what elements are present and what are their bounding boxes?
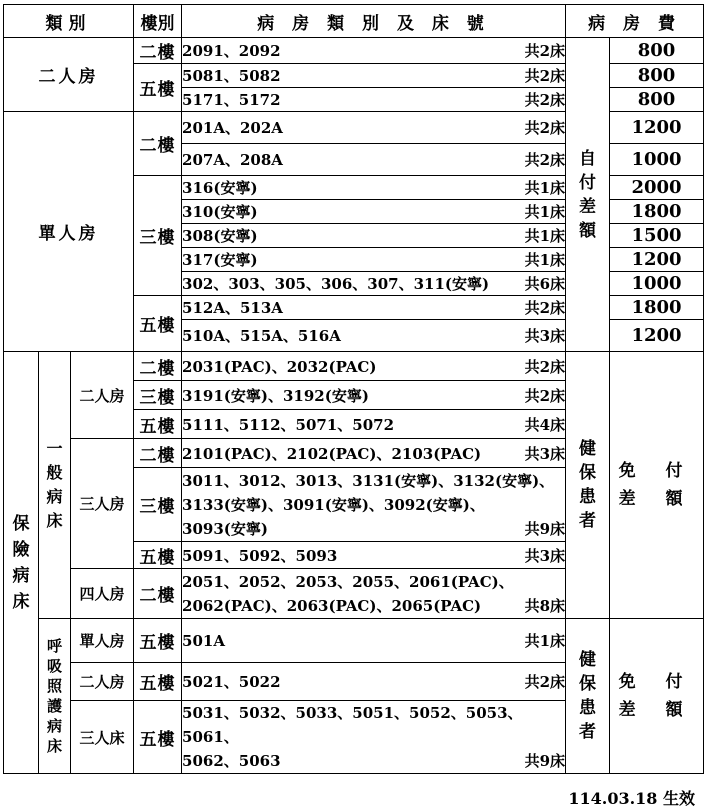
room-numbers: 3191(安寧)、3192(安寧) <box>182 386 369 405</box>
bed-count: 共1床 <box>524 203 566 221</box>
price-cell: 2000 <box>610 176 704 200</box>
room-numbers: 5111、5112、5071、5072 <box>182 415 395 434</box>
insurance-label: 保 險 病 床 <box>4 352 39 774</box>
price-cell: 1500 <box>610 224 704 248</box>
header-category: 類別 <box>4 5 134 38</box>
general-double-label: 二人房 <box>71 352 134 439</box>
general-triple-label: 三人房 <box>71 439 134 569</box>
room-numbers: 2051、2052、2053、2055、2061(PAC)、 <box>182 572 514 591</box>
floor-label: 五樓 <box>134 296 182 352</box>
price-cell: 1000 <box>610 272 704 296</box>
bed-count: 共3床 <box>524 546 566 565</box>
room-numbers: 2062(PAC)、2063(PAC)、2065(PAC) <box>182 596 482 615</box>
insured-patient-label: 健 保 患 者 <box>566 619 610 774</box>
floor-label: 二樓 <box>134 112 182 176</box>
price-cell: 1200 <box>610 320 704 352</box>
price-cell: 1800 <box>610 200 704 224</box>
bed-count: 共2床 <box>524 119 566 137</box>
bed-count: 共2床 <box>524 67 566 85</box>
effective-date: 114.03.18 生效 <box>568 789 695 808</box>
price-cell: 1200 <box>610 112 704 144</box>
bed-count: 共3床 <box>524 444 566 463</box>
price-cell: 1800 <box>610 296 704 320</box>
room-numbers: 5171、5172 <box>182 91 281 109</box>
room-numbers: 5031、5032、5033、5051、5052、5053、5061、 <box>182 704 523 746</box>
room-numbers: 5091、5092、5093 <box>182 546 338 565</box>
general-bed-label: 一 般 病 床 <box>39 352 71 619</box>
bed-count: 共9床 <box>524 519 566 538</box>
room-numbers: 308(安寧) <box>182 227 258 245</box>
respiratory-triple-label: 三人床 <box>71 701 134 774</box>
respiratory-care-label: 呼 吸 照 護 病 床 <box>39 619 71 774</box>
price-cell: 800 <box>610 64 704 88</box>
bed-count: 共2床 <box>524 42 566 60</box>
bed-count: 共2床 <box>524 673 566 691</box>
room-numbers: 5021、5022 <box>182 673 281 691</box>
bed-count: 共2床 <box>524 386 566 405</box>
floor-label: 五樓 <box>134 619 182 663</box>
table-row <box>4 619 704 663</box>
header-rooms: 病 房 類 別 及 床 號 <box>182 5 566 38</box>
room-numbers: 3011、3012、3013、3131(安寧)、3132(安寧)、 <box>182 471 555 490</box>
bed-count: 共1床 <box>524 632 566 650</box>
bed-count: 共1床 <box>524 227 566 245</box>
bed-count: 共9床 <box>524 752 566 770</box>
room-numbers: 3093(安寧) <box>182 519 268 538</box>
bed-count: 共2床 <box>524 91 566 109</box>
bed-count: 共1床 <box>524 251 566 269</box>
general-quad-label: 四人房 <box>71 569 134 619</box>
bed-count: 共2床 <box>524 299 566 317</box>
bed-count: 共8床 <box>524 596 566 615</box>
room-numbers: 3133(安寧)、3091(安寧)、3092(安寧)、 <box>182 495 485 514</box>
floor-label: 五樓 <box>134 64 182 112</box>
floor-label: 五樓 <box>134 542 182 569</box>
floor-label: 二樓 <box>134 38 182 64</box>
room-numbers: 207A、208A <box>182 151 283 169</box>
free-of-charge-label: 免 付 差 額 <box>610 619 704 774</box>
bed-count: 共2床 <box>524 151 566 169</box>
floor-label: 三樓 <box>134 176 182 296</box>
bed-count: 共6床 <box>524 275 566 293</box>
bed-count: 共2床 <box>524 357 566 376</box>
bed-count: 共3床 <box>524 327 566 345</box>
header-row <box>4 5 704 38</box>
floor-label: 三樓 <box>134 468 182 542</box>
room-numbers: 316(安寧) <box>182 179 258 197</box>
room-fee-table <box>3 4 704 774</box>
floor-label: 三樓 <box>134 381 182 410</box>
bed-count: 共4床 <box>524 415 566 434</box>
respiratory-single-label: 單人房 <box>71 619 134 663</box>
header-floor: 樓別 <box>134 5 182 38</box>
price-cell: 800 <box>610 88 704 112</box>
room-numbers: 512A、513A <box>182 299 283 317</box>
room-numbers: 201A、202A <box>182 119 283 137</box>
table-row <box>4 38 704 64</box>
floor-label: 五樓 <box>134 410 182 439</box>
floor-label: 二樓 <box>134 569 182 619</box>
floor-label: 五樓 <box>134 663 182 701</box>
price-cell: 1200 <box>610 248 704 272</box>
price-cell: 800 <box>610 38 704 64</box>
floor-label: 五樓 <box>134 701 182 774</box>
room-numbers: 302、303、305、306、307、311(安寧) <box>182 275 490 293</box>
room-numbers: 2031(PAC)、2032(PAC) <box>182 357 377 376</box>
room-numbers: 2101(PAC)、2102(PAC)、2103(PAC) <box>182 444 482 463</box>
header-fee: 病 房 費 <box>566 5 704 38</box>
room-numbers: 5081、5082 <box>182 67 281 85</box>
room-numbers: 510A、515A、516A <box>182 327 341 345</box>
room-numbers: 317(安寧) <box>182 251 258 269</box>
room-numbers: 5062、5063 <box>182 752 281 770</box>
single-room-label: 單人房 <box>4 112 134 352</box>
bed-count: 共1床 <box>524 179 566 197</box>
price-cell: 1000 <box>610 144 704 176</box>
room-numbers: 2091、2092 <box>182 42 281 60</box>
table-row <box>4 352 704 381</box>
double-room-label: 二人房 <box>4 38 134 112</box>
floor-label: 二樓 <box>134 352 182 381</box>
floor-label: 二樓 <box>134 439 182 468</box>
self-pay-label: 自 付 差 額 <box>566 38 610 352</box>
free-of-charge-label: 免 付 差 額 <box>610 352 704 619</box>
respiratory-double-label: 二人房 <box>71 663 134 701</box>
insured-patient-label: 健 保 患 者 <box>566 352 610 619</box>
room-numbers: 501A <box>182 631 225 650</box>
room-numbers: 310(安寧) <box>182 203 258 221</box>
